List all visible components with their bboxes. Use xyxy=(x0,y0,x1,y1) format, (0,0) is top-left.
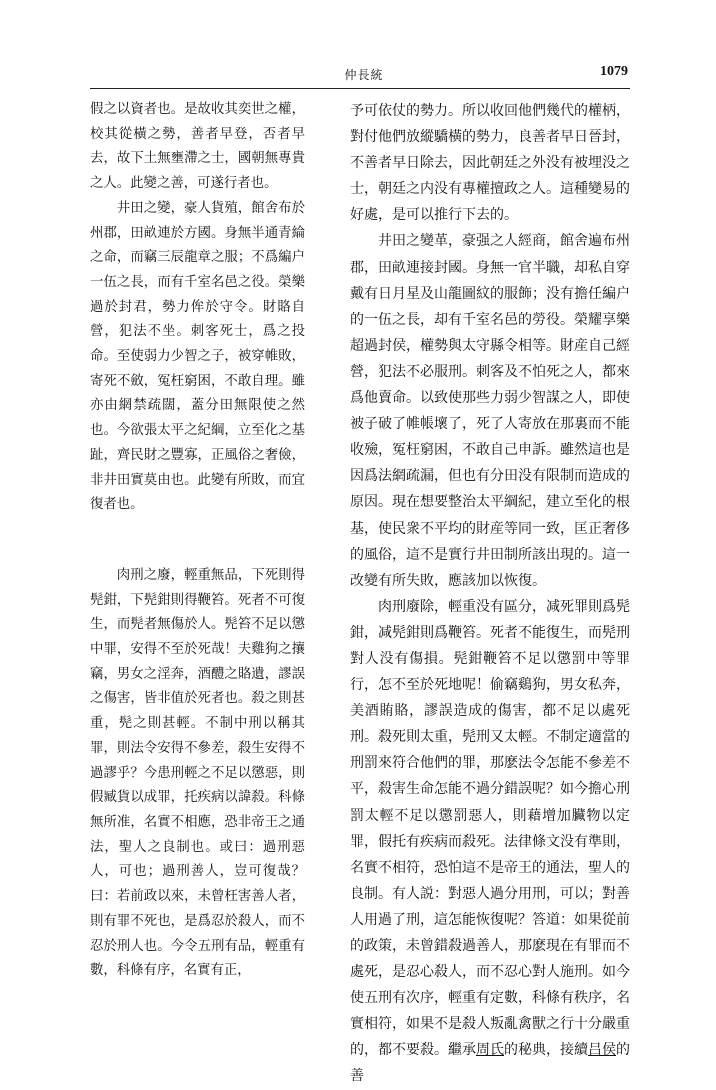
translation-text-fragment: 的善 xyxy=(350,1042,630,1085)
proper-name-zhoushi: 周氏 xyxy=(476,1042,504,1059)
translation-text-fragment: 繼承 xyxy=(448,1042,476,1059)
classical-paragraph-2: 井田之變，豪人貨殖，館舍布於州郡，田畝連於方國。身無半通青綸之命，而竊三辰龍章之服；不爲編户一伍之長，而有千室名邑之役。榮樂過於封君，勢力侔於守令。財賂自營，犯法不坐。刺客死士，爲之投命。至使弱力少智之子，被穿帷敗，寄死不斂，冤枉窮困，不敢自理。雖亦由網禁疏闊，蓋分田無限使之然也。今欲張太平之紀綱，立至化之基趾，齊民財之豐寡，正風俗之奢儉，非井田實莫由也。此變有所敗，而宜復者也。 xyxy=(90,200,305,513)
classical-paragraph-3: 肉刑之廢，輕重無品，下死則得髡鉗，下髡鉗則得鞭笞。死者不可復生，而髡者無傷於人。髡笞不足以懲中罪，安得不至於死哉！夫雞狗之攘竊，男女之淫奔，酒醴之賂遺，謬誤之傷害，皆非值於死者也。殺之則甚重，髡之則甚輕。不制中刑以稱其罪，則法令安得不參差，殺生安得不過謬乎？今患刑輕之不足以懲惡，則假臧貨以成罪，托疾病以諱殺。科條無所准，名實不相應，恐非帝王之通法，聖人之良制也。或曰：過刑惡人，可也；過刑善人，豈可復哉？曰：若前政以來，未曾枉害善人者，則有罪不死也，是爲忍於殺人，而不忍於刑人也。今令五刑有品，輕重有數，科條有序，名實有正， xyxy=(90,567,305,979)
translation-column xyxy=(350,98,630,1090)
classical-text-column xyxy=(90,98,305,984)
page-header xyxy=(100,66,628,86)
running-title: 仲長統 xyxy=(344,68,384,82)
translation-text-fragment: 的秘典，接續 xyxy=(504,1042,588,1059)
proper-name-lvhou: 吕侯 xyxy=(588,1042,616,1059)
translation-paragraph-2: 井田之變革，豪强之人經商，館舍遍布州郡，田畝連接封國。身無一官半職，却私自穿戴有日月星及山龍圖紋的服飾；没有擔任編户的一伍之長，却有千室名邑的勞役。榮耀享樂超過封侯，權勢與太守縣令相等。財産自己經營，犯法不必服刑。刺客及不怕死之人，都來爲他賣命。以致使那些力弱少智謀之人，即使被子破了帷帳壞了，死了人寄放在那裏而不能收殮，冤枉窮困，不敢自己申訴。雖然這也是因爲法網疏漏，但也有分田没有限制而造成的原因。現在想要整治太平綱紀，建立至化的根基，使民衆不平均的財産等同一致，匡正奢侈的風俗，這不是實行井田制所該出現的。這一改變有所失敗，應該加以恢復。 xyxy=(350,233,630,589)
translation-paragraph-1: 予可依仗的勢力。所以收回他們幾代的權柄，對付他們放縱驕橫的勢力，良善者早日晉封，不善者早日除去，因此朝廷之外没有被埋没之士，朝廷之内没有專權擅政之人。這種變易的好處，是可以推行下去的。 xyxy=(350,103,630,224)
page-number: 1079 xyxy=(600,64,628,79)
paragraph-gap xyxy=(90,518,305,564)
classical-paragraph-1: 假之以資者也。是故收其奕世之權，校其從橫之勢，善者早登，否者早去，故下土無壅滯之士，國朝無專貴之人。此變之善，可遂行者也。 xyxy=(90,102,305,192)
header-rule xyxy=(90,88,630,89)
translation-paragraph-3 xyxy=(350,594,630,1090)
translation-paragraph-3-body: 肉刑廢除，輕重没有區分，减死罪則爲髡鉗，减髡鉗則爲鞭笞。死者不能復生，而髡刑對人没有傷損。髡鉗鞭笞不足以懲罰中等罪行，怎不至於死地呢！偷竊鷄狗，男女私奔，美酒賄賂，謬誤造成的傷害，都不足以處死刑。殺死則太重，髡刑又太輕。不制定適當的刑罰來符合他們的罪，那麽法令怎能不參差不平，殺害生命怎能不過分錯誤呢？如今擔心刑罰太輕不足以懲罰惡人，則藉增加臟物以定罪，假托有疾病而殺死。法律條文没有準則，名實不相符，恐怕這不是帝王的通法，聖人的良制。有人説：對惡人過分用刑，可以；對善人用過了刑，這怎能恢復呢？答道：如果從前的政策，未曾錯殺過善人，那麽現在有罪而不處死，是忍心殺人，而不忍心對人施刑。如今使五刑有次序，輕重有定數，科條有秩序，名實相符，如果不是殺人叛亂禽獸之行十分嚴重的，都不要殺。 xyxy=(350,598,630,1059)
